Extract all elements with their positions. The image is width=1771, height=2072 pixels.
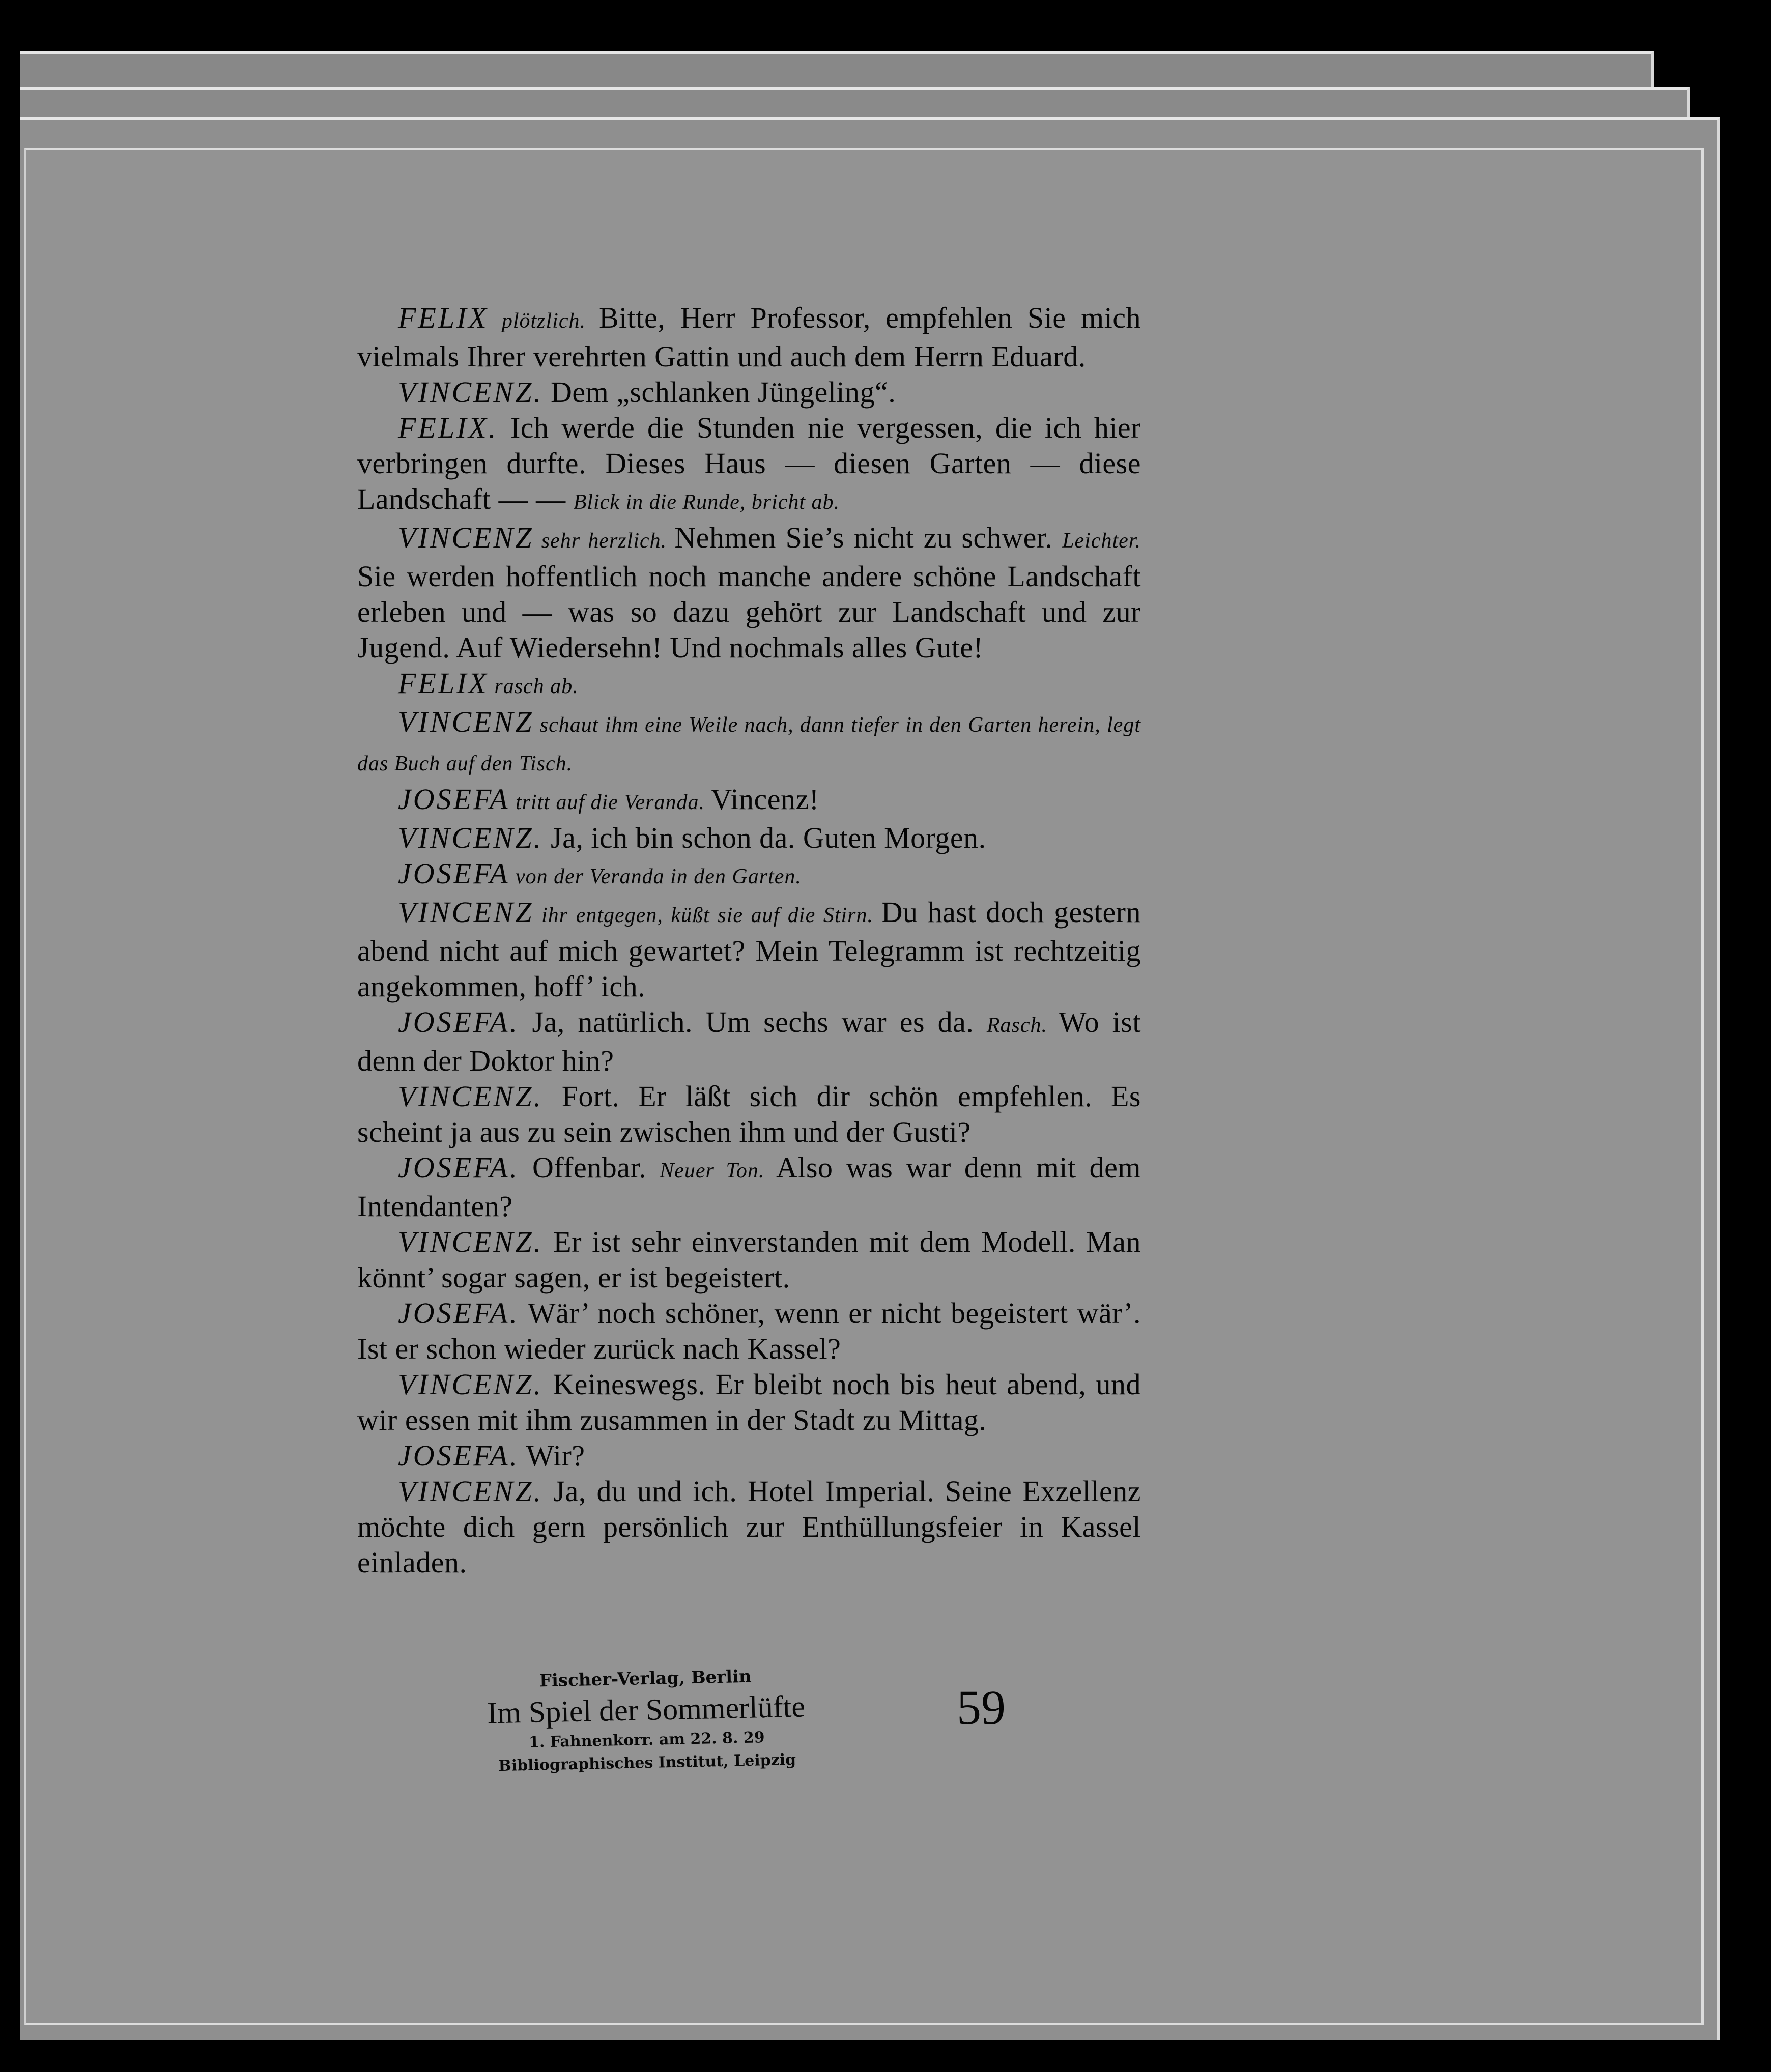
dialogue-text: Sie werden hoffentlich noch manche andere schöne Landschaft erleben und — was so dazu gehört zur Landschaft und zur Jugend. Auf Wiedersehn! Und nochmals alles Gute! <box>357 560 1141 664</box>
proof-stamp <box>437 1662 856 1778</box>
dialogue-text: Fort. Er läßt sich dir schön empfehlen. Es scheint ja aus zu sein zwischen ihm und der Gusti? <box>357 1080 1141 1148</box>
stamp-printer: Bibliographisches Institut, Leipzig <box>498 1750 796 1775</box>
stage-direction: Leichter. <box>1062 529 1141 553</box>
stage-direction: sehr herzlich. <box>533 529 675 553</box>
dialogue-text: Ja, ich bin schon da. Guten Morgen. <box>543 821 986 854</box>
dialogue-text: Offenbar. <box>519 1151 660 1184</box>
dialogue-text: Vincenz! <box>710 783 819 816</box>
stage-direction: Blick in die Runde, bricht ab. <box>573 491 840 514</box>
dialogue-paragraph <box>357 410 1141 520</box>
dialogue-paragraph <box>357 782 1141 820</box>
dialogue-text: Ich werde die Stunden nie vergessen, die ich hier verbringen durfte. Dieses Haus — diesen Garten — diese Landschaft — — <box>357 411 1141 515</box>
stage-direction: Rasch. <box>986 1014 1059 1037</box>
speaker-name: VINCENZ <box>398 705 534 738</box>
speaker-name: VINCENZ. <box>398 376 543 409</box>
dialogue-paragraph <box>357 1150 1141 1224</box>
speaker-name: JOSEFA. <box>398 1151 519 1184</box>
speaker-name: JOSEFA. <box>398 1005 519 1039</box>
page-number: 59 <box>957 1680 1006 1735</box>
stage-direction: ihr entgegen, küßt sie auf die Stirn. <box>533 904 881 927</box>
dialogue-paragraph <box>357 1474 1141 1580</box>
dialogue-text: Wir? <box>519 1439 585 1472</box>
dialogue-paragraph <box>357 856 1141 895</box>
stamp-publisher: Fischer-Verlag, Berlin <box>539 1666 752 1691</box>
dialogue-text: Ja, du und ich. Hotel Imperial. Seine Exzellenz möchte dich gern persönlich zur Enthüllungsfeier in Kassel einladen. <box>357 1475 1141 1579</box>
dialogue-paragraph <box>357 704 1141 782</box>
stage-direction: von der Veranda in den Garten. <box>509 865 802 888</box>
dialogue-text: Also was war denn mit dem Intendanten? <box>357 1151 1141 1223</box>
dialogue-text: Keineswegs. Er bleibt noch bis heut abend, und wir essen mit ihm zusammen in der Stadt zu Mittag. <box>357 1368 1141 1436</box>
dialogue-text: Er ist sehr einverstanden mit dem Modell. Man könnt’ sogar sagen, er ist begeistert. <box>357 1225 1141 1294</box>
dialogue-paragraph <box>357 1004 1141 1079</box>
speaker-name: VINCENZ. <box>398 1080 543 1113</box>
dialogue-paragraph <box>357 1438 1141 1474</box>
speaker-name: VINCENZ. <box>398 821 543 854</box>
dialogue-text: Wo ist denn der Doktor hin? <box>357 1005 1141 1077</box>
dialogue-text: Wär’ noch schöner, wenn er nicht begeistert wär’. Ist er schon wieder zurück nach Kassel? <box>357 1297 1141 1365</box>
dialogue-text: Du hast doch gestern abend nicht auf mich gewartet? Mein Telegramm ist rechtzeitig angekommen, hoff’ ich. <box>357 896 1141 1003</box>
dialogue-text: Dem „schlanken Jüngeling“. <box>543 376 896 409</box>
dialogue-paragraph <box>357 1296 1141 1367</box>
speaker-name: VINCENZ <box>398 896 534 929</box>
dialogue-paragraph <box>357 1079 1141 1150</box>
dialogue-paragraph <box>357 895 1141 1004</box>
stage-direction: rasch ab. <box>488 675 579 698</box>
stage-direction: tritt auf die Veranda. <box>509 791 711 814</box>
speaker-name: VINCENZ <box>398 521 534 554</box>
speaker-name: FELIX <box>398 301 489 334</box>
dialogue-paragraph <box>357 375 1141 410</box>
speaker-name: VINCENZ. <box>398 1368 543 1401</box>
dialogue-paragraph <box>357 820 1141 856</box>
stamp-proof-date: 1. Fahnenkorr. am 22. 8. 29 <box>528 1729 765 1751</box>
stage-direction: schaut ihm eine Weile nach, dann tiefer in den Garten herein, legt das Buch auf den Tisch. <box>357 713 1141 775</box>
stage-direction: plötzlich. <box>488 309 599 333</box>
speaker-name: FELIX. <box>398 411 498 444</box>
dialogue-paragraph <box>357 666 1141 704</box>
dialogue-paragraph <box>357 300 1141 375</box>
stage-direction: Neuer Ton. <box>660 1159 776 1183</box>
stamp-title: Im Spiel der Sommerlüfte <box>487 1689 806 1730</box>
speaker-name: JOSEFA. <box>398 1439 519 1472</box>
speaker-name: JOSEFA. <box>398 1297 519 1330</box>
dialogue-text: Bitte, Herr Professor, empfehlen Sie mich vielmals Ihrer verehrten Gattin und auch dem Herrn Eduard. <box>357 301 1141 373</box>
speaker-name: FELIX <box>398 667 489 700</box>
dialogue-paragraph <box>357 520 1141 666</box>
dialogue-paragraph <box>357 1367 1141 1438</box>
speaker-name: JOSEFA <box>398 857 510 890</box>
dialogue-text: Ja, natürlich. Um sechs war es da. <box>519 1005 987 1039</box>
dialogue-paragraph <box>357 1224 1141 1296</box>
speaker-name: VINCENZ. <box>398 1475 543 1508</box>
speaker-name: VINCENZ. <box>398 1225 543 1258</box>
speaker-name: JOSEFA <box>398 783 510 816</box>
dialogue-text: Nehmen Sie’s nicht zu schwer. <box>674 521 1063 554</box>
play-text <box>357 300 1141 1580</box>
